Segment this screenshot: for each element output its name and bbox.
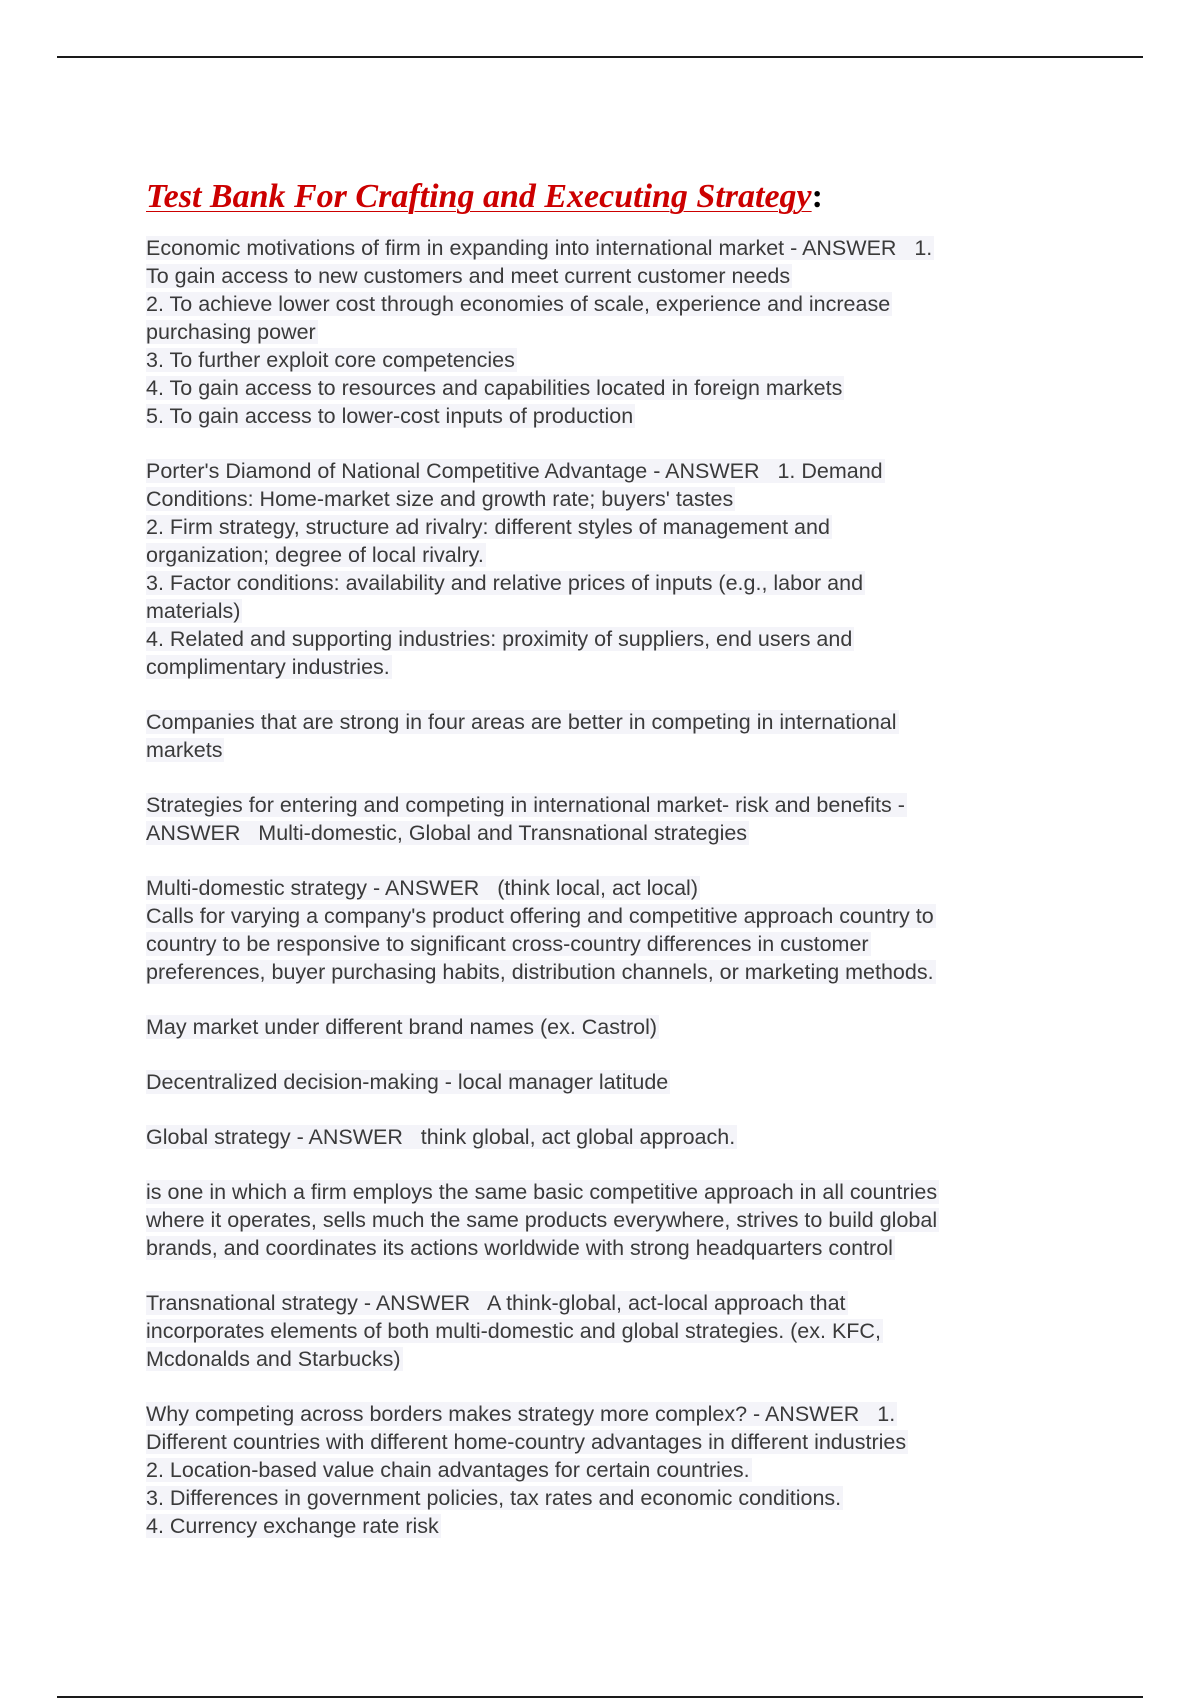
text-line xyxy=(146,1234,1046,1262)
text-line-content: complimentary industries. xyxy=(146,655,390,679)
text-line xyxy=(146,1512,1046,1540)
text-line xyxy=(146,1289,1046,1317)
text-line xyxy=(146,262,1046,290)
text-line-content: incorporates elements of both multi-domestic and global strategies. (ex. KFC, xyxy=(146,1319,881,1343)
text-line xyxy=(146,958,1046,986)
text-line xyxy=(146,1068,1046,1096)
text-line xyxy=(146,374,1046,402)
text-line-content: materials) xyxy=(146,599,241,623)
text-line-content: 4. Related and supporting industries: proximity of suppliers, end users and xyxy=(146,627,853,651)
qa-block xyxy=(146,457,1046,681)
text-line xyxy=(146,791,1046,819)
qa-block xyxy=(146,791,1046,847)
text-line xyxy=(146,513,1046,541)
text-line xyxy=(146,541,1046,569)
text-line xyxy=(146,346,1046,374)
qa-block xyxy=(146,708,1046,764)
text-line-content: country to be responsive to significant cross-country differences in customer xyxy=(146,932,869,956)
text-line-content: markets xyxy=(146,738,223,762)
text-line xyxy=(146,1428,1046,1456)
text-line-content: purchasing power xyxy=(146,320,316,344)
text-line-content: 3. Differences in government policies, tax rates and economic conditions. xyxy=(146,1486,842,1510)
text-line xyxy=(146,1178,1046,1206)
document-body xyxy=(146,172,1046,1567)
text-line-content: Economic motivations of firm in expanding into international market - ANSWER 1. xyxy=(146,236,933,260)
text-line-content: brands, and coordinates its actions worldwide with strong headquarters control xyxy=(146,1236,893,1260)
text-line xyxy=(146,874,1046,902)
text-line xyxy=(146,485,1046,513)
text-line-content: where it operates, sells much the same products everywhere, strives to build global xyxy=(146,1208,938,1232)
text-line xyxy=(146,708,1046,736)
qa-block xyxy=(146,1289,1046,1373)
text-line xyxy=(146,1400,1046,1428)
text-line-content: Transnational strategy - ANSWER A think-global, act-local approach that xyxy=(146,1291,846,1315)
text-line-content: Porter's Diamond of National Competitive Advantage - ANSWER 1. Demand xyxy=(146,459,883,483)
text-line xyxy=(146,1013,1046,1041)
text-line xyxy=(146,318,1046,346)
text-line-content: 2. Firm strategy, structure ad rivalry: different styles of management and xyxy=(146,515,830,539)
qa-block xyxy=(146,1068,1046,1096)
text-line-content: To gain access to new customers and meet current customer needs xyxy=(146,264,791,288)
text-line-content: 4. Currency exchange rate risk xyxy=(146,1514,439,1538)
text-line-content: Conditions: Home-market size and growth rate; buyers' tastes xyxy=(146,487,734,511)
text-line-content: Why competing across borders makes strategy more complex? - ANSWER 1. xyxy=(146,1402,896,1426)
text-line-content: Mcdonalds and Starbucks) xyxy=(146,1347,401,1371)
text-line xyxy=(146,736,1046,764)
text-line xyxy=(146,402,1046,430)
text-line-content: May market under different brand names (ex. Castrol) xyxy=(146,1015,658,1039)
text-line-content: Different countries with different home-country advantages in different industries xyxy=(146,1430,907,1454)
text-line-content: Strategies for entering and competing in international market- risk and benefits - xyxy=(146,793,905,817)
text-line-content: Multi-domestic strategy - ANSWER (think local, act local) xyxy=(146,876,698,900)
text-line-content: 3. Factor conditions: availability and relative prices of inputs (e.g., labor and xyxy=(146,571,864,595)
bottom-rule xyxy=(57,1696,1143,1698)
qa-block xyxy=(146,234,1046,430)
text-line-content: ANSWER Multi-domestic, Global and Transnational strategies xyxy=(146,821,748,845)
text-line-content: 4. To gain access to resources and capabilities located in foreign markets xyxy=(146,376,843,400)
qa-block xyxy=(146,1178,1046,1262)
text-line-content: organization; degree of local rivalry. xyxy=(146,543,484,567)
text-line-content: Companies that are strong in four areas are better in competing in international xyxy=(146,710,897,734)
qa-blocks xyxy=(146,234,1046,1540)
text-line-content: Decentralized decision-making - local manager latitude xyxy=(146,1070,669,1094)
qa-block xyxy=(146,874,1046,986)
qa-block xyxy=(146,1013,1046,1041)
text-line xyxy=(146,597,1046,625)
text-line xyxy=(146,1206,1046,1234)
text-line xyxy=(146,569,1046,597)
document-title-text: Test Bank For Crafting and Executing Strategy xyxy=(146,178,812,215)
text-line xyxy=(146,930,1046,958)
qa-block xyxy=(146,1123,1046,1151)
document-title xyxy=(146,172,1046,222)
text-line xyxy=(146,625,1046,653)
text-line-content: 2. Location-based value chain advantages for certain countries. xyxy=(146,1458,750,1482)
text-line xyxy=(146,1317,1046,1345)
document-title-colon: : xyxy=(811,178,823,215)
text-line xyxy=(146,819,1046,847)
text-line xyxy=(146,653,1046,681)
text-line-content: Calls for varying a company's product offering and competitive approach country to xyxy=(146,904,934,928)
text-line xyxy=(146,1484,1046,1512)
text-line xyxy=(146,457,1046,485)
text-line-content: 3. To further exploit core competencies xyxy=(146,348,515,372)
text-line-content: 5. To gain access to lower-cost inputs of production xyxy=(146,404,634,428)
text-line xyxy=(146,1345,1046,1373)
text-line-content: is one in which a firm employs the same basic competitive approach in all countries xyxy=(146,1180,938,1204)
text-line-content: 2. To achieve lower cost through economies of scale, experience and increase xyxy=(146,292,891,316)
text-line xyxy=(146,1456,1046,1484)
text-line xyxy=(146,234,1046,262)
top-rule xyxy=(57,56,1143,58)
qa-block xyxy=(146,1400,1046,1540)
text-line-content: preferences, buyer purchasing habits, distribution channels, or marketing methods. xyxy=(146,960,934,984)
text-line-content: Global strategy - ANSWER think global, act global approach. xyxy=(146,1125,736,1149)
text-line xyxy=(146,1123,1046,1151)
text-line xyxy=(146,902,1046,930)
text-line xyxy=(146,290,1046,318)
